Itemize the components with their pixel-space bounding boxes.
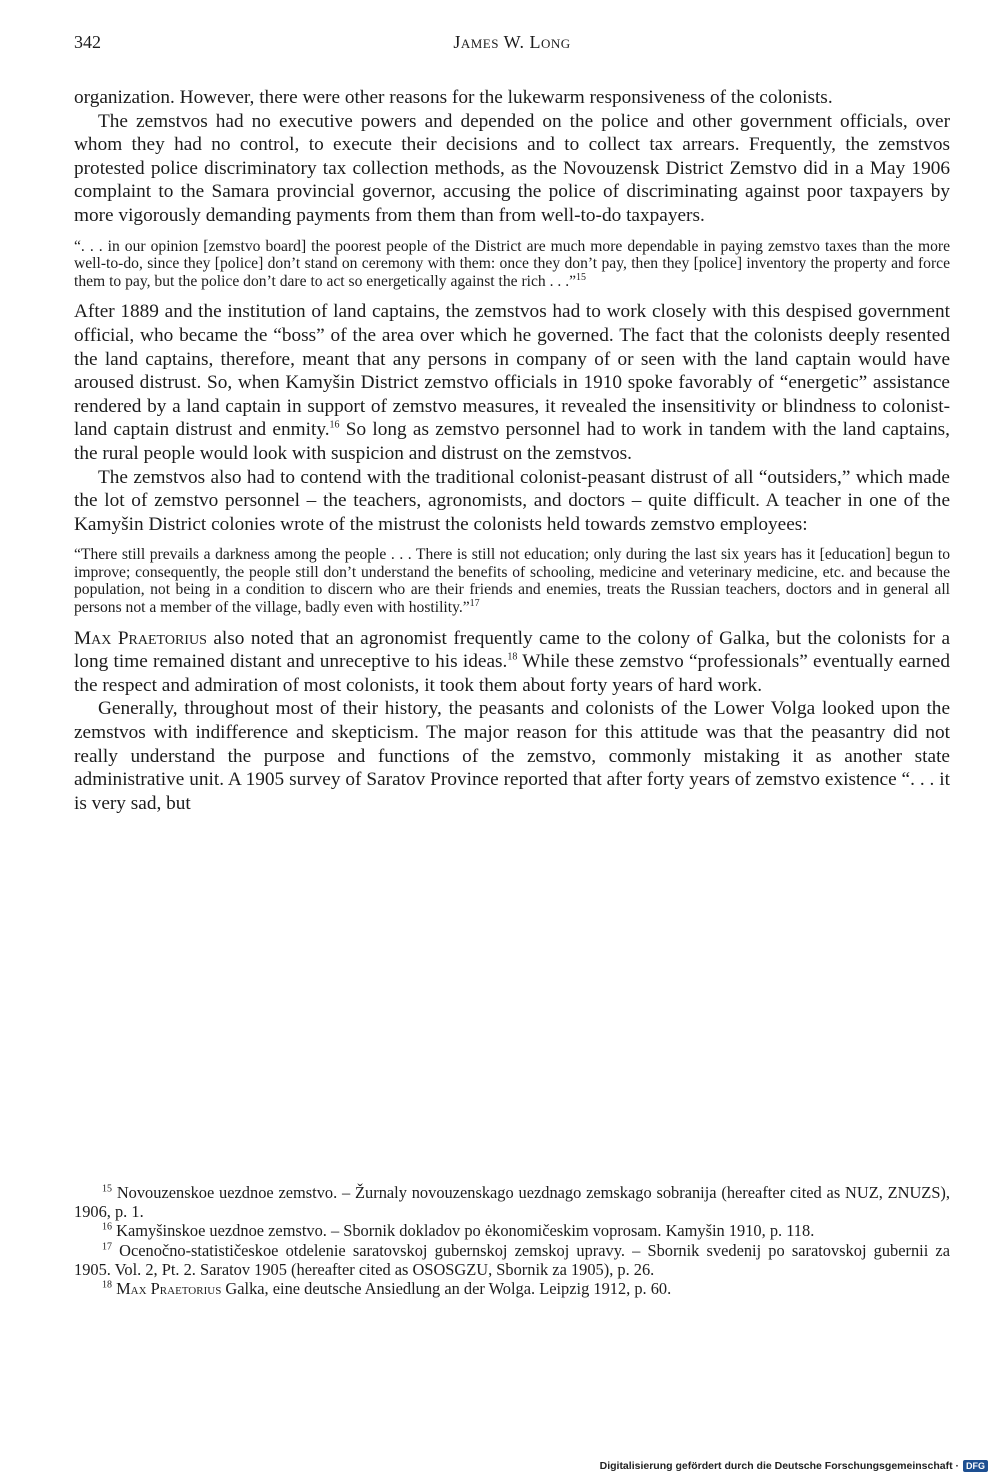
footnote-text: Kamyšinskoe uezdnoe zemstvo. – Sbornik dokladov po ėkonomičeskim voprosam. Kamyšin 1910, p. 118.	[116, 1221, 815, 1241]
page-header	[74, 32, 950, 56]
footnote-15	[74, 1183, 950, 1221]
footnote-number: 17	[102, 1241, 112, 1253]
paragraph-2: The zemstvos had no executive powers and depended on the police and other government officials, over whom they had no control, to execute their decisions and to collect tax arrears. Frequently, the zemstvos protested police discriminatory tax collection methods, as the Novouzensk District Zemstvo did in a May 1906 complaint to the Samara provincial governor, accusing the police of discriminating against poor taxpayers by more vigorously demanding payments from them than from well-to-do taxpayers.	[74, 110, 950, 226]
footnote-16	[74, 1221, 950, 1240]
running-head: James W. Long	[453, 32, 571, 52]
footnotes	[74, 1183, 950, 1298]
digitization-credit-text: Digitalisierung gefördert durch die Deutsche Forschungsgemeinschaft ·	[599, 1460, 959, 1472]
footnote-ref-17: 17	[469, 597, 480, 609]
footnote-ref-16: 16	[329, 419, 340, 431]
footnote-author-name: Max Praetorius	[116, 1279, 222, 1299]
paragraph-6: Generally, throughout most of their history, the peasants and colonists of the Lower Volga looked upon the zemstvos with indifference and skepticism. The major reason for this attitude was that the peasantry did not really understand the purpose and functions of the zemstvo, commonly mistaking it as another state administrative unit. A 1905 survey of Saratov Province reported that after forty years of zemstvo existence “. . . it is very sad, but	[74, 698, 950, 814]
footnote-text: Ocenočno-statističeskoe otdelenie saratovskoj gubernskoj zemskoj upravy. – Sbornik svedenij po saratovskoj gubernii za 1905. Vol. 2, Pt. 2. Saratov 1905 (hereafter cited as OSOSGZU, Sbornik za 1905), p. 26.	[74, 1240, 950, 1279]
block-quote-1	[74, 238, 950, 291]
block-quote-2	[74, 546, 950, 616]
paragraph-1: organization. However, there were other reasons for the lukewarm responsiveness of the colonists.	[74, 87, 833, 108]
footnote-number: 18	[102, 1279, 112, 1291]
footnote-17	[74, 1241, 950, 1279]
page-number: 342	[74, 32, 101, 52]
paragraph-5-part-b: While these zemstvo “professionals” eventually earned the respect and admiration of most colonists, it took them about forty years of hard work.	[74, 651, 950, 696]
paragraph-3	[74, 300, 950, 465]
block-quote-2-text: “There still prevails a darkness among the people . . . There is still not education; only during the last six years has it [education] begun to improve; consequently, the people still don’t understand the benefits of schooling, medicine and veterinary medicine, etc. and because the population, not being in a condition to discern who are their friends and enemies, treats the Russian teachers, doctors and in general all persons not a member of the village, badly even with hostility.”	[74, 546, 950, 617]
author-name-praetorius: Max Praetorius	[74, 627, 207, 649]
paragraph-5-part-a: also noted that an agronomist frequently came to the colony of Galka, but the colonists for a long time remained distant and unreceptive to his ideas.	[74, 627, 951, 673]
body-text	[74, 86, 950, 815]
paragraph-3-part-a: After 1889 and the institution of land captains, the zemstvos had to work closely with this despised government official, who became the “boss” of the area over which he governed. The fact that the colonists deeply resented the land captains, therefore, meant that any persons in company of or seen with the land captain would have aroused distrust. So, when Kamyšin District zemstvo officials in 1910 spoke favorably of “energetic” assistance rendered by a land captain in support of zemstvo measures, it revealed the insensitivity or blindness to colonist-land captain distrust and enmity.	[74, 301, 950, 441]
footnote-text: Galka, eine deutsche Ansiedlung an der Wolga. Leipzig 1912, p. 60.	[221, 1279, 672, 1299]
footnote-ref-18: 18	[507, 651, 518, 663]
paragraph-5	[74, 627, 950, 698]
digitization-credit	[600, 1460, 988, 1472]
footnote-number: 15	[102, 1183, 112, 1195]
footnote-ref-15: 15	[576, 271, 587, 283]
footnote-18	[74, 1279, 950, 1298]
block-quote-1-text: “. . . in our opinion [zemstvo board] the poorest people of the District are much more dependable in paying zemstvo taxes than the more well-to-do, since they [police] don’t stand on ceremony with them: once they don’t pay, then they [police] inventory the property and force them to pay, but the police don’t dare to act so energetically against the rich . . .”	[74, 237, 950, 290]
dfg-logo: DFG	[963, 1460, 988, 1472]
footnote-number: 16	[102, 1221, 112, 1233]
footnote-text: Novouzenskoe uezdnoe zemstvo. – Žurnaly novouzenskago uezdnago zemskago sobranija (hereafter cited as NUZ, ZNUZS), 1906, p. 1.	[74, 1183, 950, 1222]
paragraph-4: The zemstvos also had to contend with the traditional colonist-peasant distrust of all “outsiders,” which made the lot of zemstvo personnel – the teachers, agronomists, and doctors – quite difficult. A teacher in one of the Kamyšin District colonies wrote of the mistrust the colonists held towards zemstvo employees:	[74, 466, 950, 535]
paragraph-3-part-b: So long as zemstvo personnel had to work in tandem with the land captains, the rural people would look with suspicion and distrust on the zemstvos.	[74, 419, 950, 464]
